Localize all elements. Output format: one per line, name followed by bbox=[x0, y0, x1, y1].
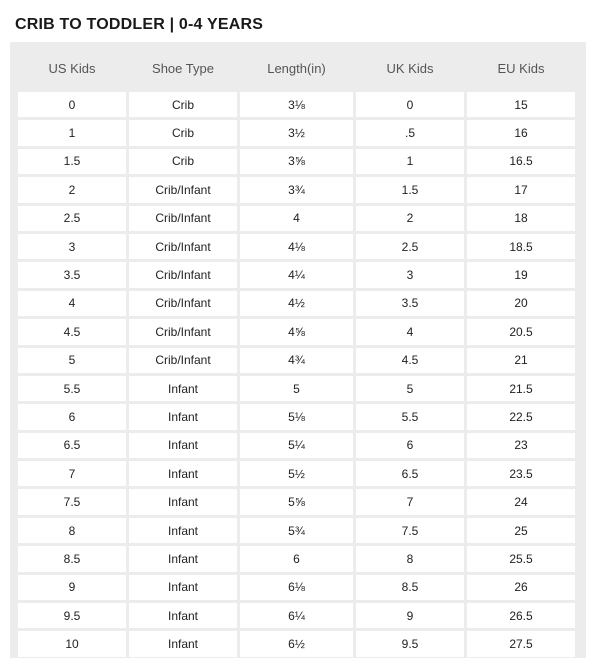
length-cell: 5 bbox=[240, 376, 353, 401]
table-row bbox=[18, 461, 575, 486]
eu-kids-cell: 26.5 bbox=[467, 603, 575, 628]
us-kids-cell: 5 bbox=[18, 348, 126, 373]
table-row bbox=[18, 631, 575, 656]
uk-kids-cell: 2.5 bbox=[356, 234, 464, 259]
length-cell: 5½ bbox=[240, 461, 353, 486]
shoe-type-cell: Crib/Infant bbox=[129, 348, 237, 373]
length-cell: 5¼ bbox=[240, 433, 353, 458]
us-kids-cell: 2 bbox=[18, 177, 126, 202]
us-kids-cell: 10 bbox=[18, 631, 126, 656]
uk-kids-cell: 4.5 bbox=[356, 348, 464, 373]
length-cell: 6 bbox=[240, 546, 353, 571]
length-cell: 6⅛ bbox=[240, 575, 353, 600]
us-kids-cell: 2.5 bbox=[18, 206, 126, 231]
uk-kids-cell: 7.5 bbox=[356, 518, 464, 543]
length-cell: 4 bbox=[240, 206, 353, 231]
eu-kids-cell: 20.5 bbox=[467, 319, 575, 344]
length-cell: 4½ bbox=[240, 291, 353, 316]
uk-kids-cell: 3 bbox=[356, 262, 464, 287]
length-cell: 6½ bbox=[240, 631, 353, 656]
table-header-row bbox=[18, 47, 575, 89]
eu-kids-cell: 17 bbox=[467, 177, 575, 202]
length-cell: 4⅛ bbox=[240, 234, 353, 259]
uk-kids-cell: 6 bbox=[356, 433, 464, 458]
us-kids-cell: 5.5 bbox=[18, 376, 126, 401]
eu-kids-cell: 24 bbox=[467, 489, 575, 514]
us-kids-cell: 0 bbox=[18, 92, 126, 117]
shoe-type-cell: Infant bbox=[129, 575, 237, 600]
us-kids-cell: 3 bbox=[18, 234, 126, 259]
shoe-type-cell: Infant bbox=[129, 404, 237, 429]
table-row bbox=[18, 92, 575, 117]
column-header-shoe-type: Shoe Type bbox=[129, 47, 237, 89]
size-table bbox=[15, 44, 578, 660]
length-cell: 5¾ bbox=[240, 518, 353, 543]
shoe-type-cell: Crib/Infant bbox=[129, 319, 237, 344]
us-kids-cell: 8 bbox=[18, 518, 126, 543]
shoe-type-cell: Crib/Infant bbox=[129, 234, 237, 259]
table-row bbox=[18, 120, 575, 145]
table-row bbox=[18, 348, 575, 373]
table-row bbox=[18, 319, 575, 344]
eu-kids-cell: 23.5 bbox=[467, 461, 575, 486]
shoe-type-cell: Infant bbox=[129, 433, 237, 458]
eu-kids-cell: 18 bbox=[467, 206, 575, 231]
shoe-type-cell: Crib/Infant bbox=[129, 262, 237, 287]
shoe-type-cell: Infant bbox=[129, 631, 237, 656]
us-kids-cell: 6.5 bbox=[18, 433, 126, 458]
us-kids-cell: 7.5 bbox=[18, 489, 126, 514]
uk-kids-cell: 2 bbox=[356, 206, 464, 231]
length-cell: 4¼ bbox=[240, 262, 353, 287]
us-kids-cell: 4.5 bbox=[18, 319, 126, 344]
table-row bbox=[18, 546, 575, 571]
uk-kids-cell: 3.5 bbox=[356, 291, 464, 316]
table-row bbox=[18, 518, 575, 543]
table-row bbox=[18, 206, 575, 231]
uk-kids-cell: 7 bbox=[356, 489, 464, 514]
shoe-type-cell: Crib bbox=[129, 149, 237, 174]
us-kids-cell: 9.5 bbox=[18, 603, 126, 628]
table-row bbox=[18, 376, 575, 401]
uk-kids-cell: 8.5 bbox=[356, 575, 464, 600]
shoe-type-cell: Infant bbox=[129, 489, 237, 514]
shoe-type-cell: Infant bbox=[129, 461, 237, 486]
eu-kids-cell: 15 bbox=[467, 92, 575, 117]
us-kids-cell: 1 bbox=[18, 120, 126, 145]
us-kids-cell: 4 bbox=[18, 291, 126, 316]
uk-kids-cell: 5.5 bbox=[356, 404, 464, 429]
length-cell: 4¾ bbox=[240, 348, 353, 373]
eu-kids-cell: 21.5 bbox=[467, 376, 575, 401]
length-cell: 3¾ bbox=[240, 177, 353, 202]
eu-kids-cell: 16.5 bbox=[467, 149, 575, 174]
shoe-type-cell: Infant bbox=[129, 376, 237, 401]
table-row bbox=[18, 234, 575, 259]
eu-kids-cell: 25 bbox=[467, 518, 575, 543]
shoe-type-cell: Crib bbox=[129, 92, 237, 117]
eu-kids-cell: 19 bbox=[467, 262, 575, 287]
shoe-type-cell: Infant bbox=[129, 518, 237, 543]
uk-kids-cell: 4 bbox=[356, 319, 464, 344]
table-row bbox=[18, 575, 575, 600]
uk-kids-cell: 8 bbox=[356, 546, 464, 571]
shoe-type-cell: Crib/Infant bbox=[129, 206, 237, 231]
column-header-us-kids: US Kids bbox=[18, 47, 126, 89]
uk-kids-cell: 0 bbox=[356, 92, 464, 117]
us-kids-cell: 1.5 bbox=[18, 149, 126, 174]
length-cell: 6¼ bbox=[240, 603, 353, 628]
uk-kids-cell: 1 bbox=[356, 149, 464, 174]
table-row bbox=[18, 433, 575, 458]
length-cell: 3⅛ bbox=[240, 92, 353, 117]
length-cell: 5⅝ bbox=[240, 489, 353, 514]
us-kids-cell: 6 bbox=[18, 404, 126, 429]
table-row bbox=[18, 291, 575, 316]
column-header-eu-kids: EU Kids bbox=[467, 47, 575, 89]
column-header-uk-kids: UK Kids bbox=[356, 47, 464, 89]
table-row bbox=[18, 177, 575, 202]
table-body bbox=[18, 92, 575, 657]
us-kids-cell: 3.5 bbox=[18, 262, 126, 287]
us-kids-cell: 9 bbox=[18, 575, 126, 600]
length-cell: 3⅝ bbox=[240, 149, 353, 174]
uk-kids-cell: .5 bbox=[356, 120, 464, 145]
uk-kids-cell: 9 bbox=[356, 603, 464, 628]
page-title: CRIB TO TODDLER | 0-4 YEARS bbox=[15, 16, 264, 33]
us-kids-cell: 7 bbox=[18, 461, 126, 486]
shoe-type-cell: Infant bbox=[129, 603, 237, 628]
shoe-type-cell: Crib bbox=[129, 120, 237, 145]
eu-kids-cell: 27.5 bbox=[467, 631, 575, 656]
size-chart bbox=[10, 42, 586, 658]
length-cell: 5⅛ bbox=[240, 404, 353, 429]
uk-kids-cell: 5 bbox=[356, 376, 464, 401]
eu-kids-cell: 20 bbox=[467, 291, 575, 316]
eu-kids-cell: 25.5 bbox=[467, 546, 575, 571]
column-header-length: Length(in) bbox=[240, 47, 353, 89]
shoe-type-cell: Crib/Infant bbox=[129, 177, 237, 202]
eu-kids-cell: 21 bbox=[467, 348, 575, 373]
uk-kids-cell: 9.5 bbox=[356, 631, 464, 656]
shoe-type-cell: Crib/Infant bbox=[129, 291, 237, 316]
eu-kids-cell: 23 bbox=[467, 433, 575, 458]
uk-kids-cell: 6.5 bbox=[356, 461, 464, 486]
table-row bbox=[18, 603, 575, 628]
length-cell: 3½ bbox=[240, 120, 353, 145]
uk-kids-cell: 1.5 bbox=[356, 177, 464, 202]
eu-kids-cell: 18.5 bbox=[467, 234, 575, 259]
us-kids-cell: 8.5 bbox=[18, 546, 126, 571]
table-row bbox=[18, 262, 575, 287]
eu-kids-cell: 26 bbox=[467, 575, 575, 600]
table-row bbox=[18, 149, 575, 174]
eu-kids-cell: 16 bbox=[467, 120, 575, 145]
shoe-type-cell: Infant bbox=[129, 546, 237, 571]
length-cell: 4⅝ bbox=[240, 319, 353, 344]
eu-kids-cell: 22.5 bbox=[467, 404, 575, 429]
table-row bbox=[18, 404, 575, 429]
table-row bbox=[18, 489, 575, 514]
